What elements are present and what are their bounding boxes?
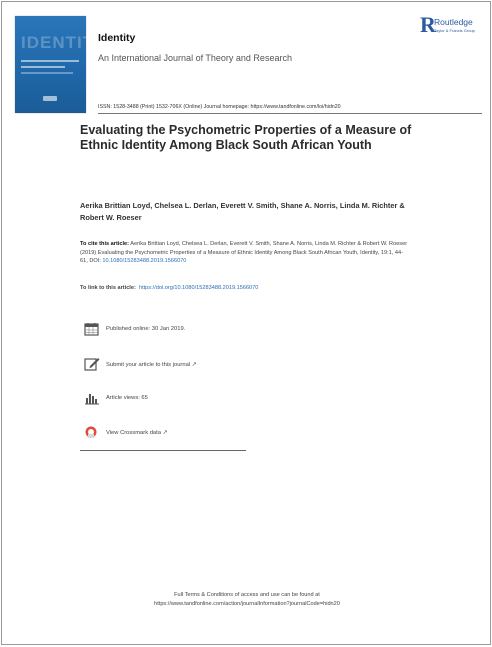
- footer-journal-link[interactable]: https://www.tandfonline.com/action/journalInformation?journalCode=hidn20: [154, 600, 340, 607]
- external-link-icon: ↗: [191, 362, 197, 368]
- journal-cover-image: [15, 16, 107, 113]
- crossmark-link[interactable]: [106, 429, 168, 436]
- article-title: Evaluating the Psychometric Properties of a Measure of Ethnic Identity Among Black South African Youth: [80, 123, 412, 152]
- article-link-line: [80, 285, 410, 291]
- section-divider: [80, 450, 246, 451]
- publisher-name: Routledge: [434, 17, 473, 27]
- journal-subtitle: An International Journal of Theory and Research: [98, 53, 292, 63]
- routledge-r-icon: R: [420, 12, 436, 37]
- article-authors: Aerika Brittian Loyd, Chelsea L. Derlan, Everett V. Smith, Shane A. Norris, Linda M. Richter & Robert W. Roeser: [80, 201, 405, 222]
- cite-label: To cite this article:: [80, 241, 130, 247]
- crossmark-label: View Crossmark data: [106, 430, 161, 436]
- submit-article-label: Submit your article to this journal: [106, 362, 191, 368]
- header-divider: [98, 113, 482, 114]
- cite-doi-link[interactable]: 10.1080/15283488.2019.1566070: [102, 258, 187, 264]
- cover-logo: [43, 96, 57, 101]
- pdf-cover-page: [1, 1, 491, 645]
- cite-text: Aerika Brittian Loyd, Chelsea L. Derlan, Everett V. Smith, Shane A. Norris, Linda M. Richter & Robert W. Roeser (2019) Evaluating the Psychometric Properties of a Measure of Ethnic Identity Among Black South African Youth, Identity, 19:1, 44-61, DOI:: [80, 241, 408, 264]
- submit-article-link[interactable]: [106, 361, 197, 368]
- link-label: To link to this article:: [80, 285, 136, 291]
- citation-block: [80, 240, 410, 266]
- article-doi-link[interactable]: https://doi.org/10.1080/15283488.2019.1566070: [138, 285, 259, 291]
- published-date: Published online: 30 Jan 2019.: [106, 326, 186, 332]
- article-views-count: Article views: 65: [106, 395, 148, 401]
- edit-pencil-icon: [84, 357, 100, 371]
- bar-chart-icon: [84, 391, 100, 405]
- footer-terms-text: Full Terms & Conditions of access and use can be found at: [174, 592, 320, 598]
- issn-line: ISSN: 1528-3488 (Print) 1532-706X (Online) Journal homepage: https://www.tandfonline.com/loi/hidn20: [98, 104, 341, 110]
- crossmark-icon: [84, 425, 100, 439]
- publisher-logo: [420, 12, 490, 37]
- cover-word: IDENTITY: [21, 33, 107, 52]
- journal-title: Identity: [98, 32, 136, 44]
- publisher-tagline: Taylor & Francis Group: [434, 28, 475, 33]
- calendar-icon: [84, 322, 100, 336]
- terms-footer: [2, 591, 492, 608]
- external-link-icon: ↗: [162, 430, 168, 436]
